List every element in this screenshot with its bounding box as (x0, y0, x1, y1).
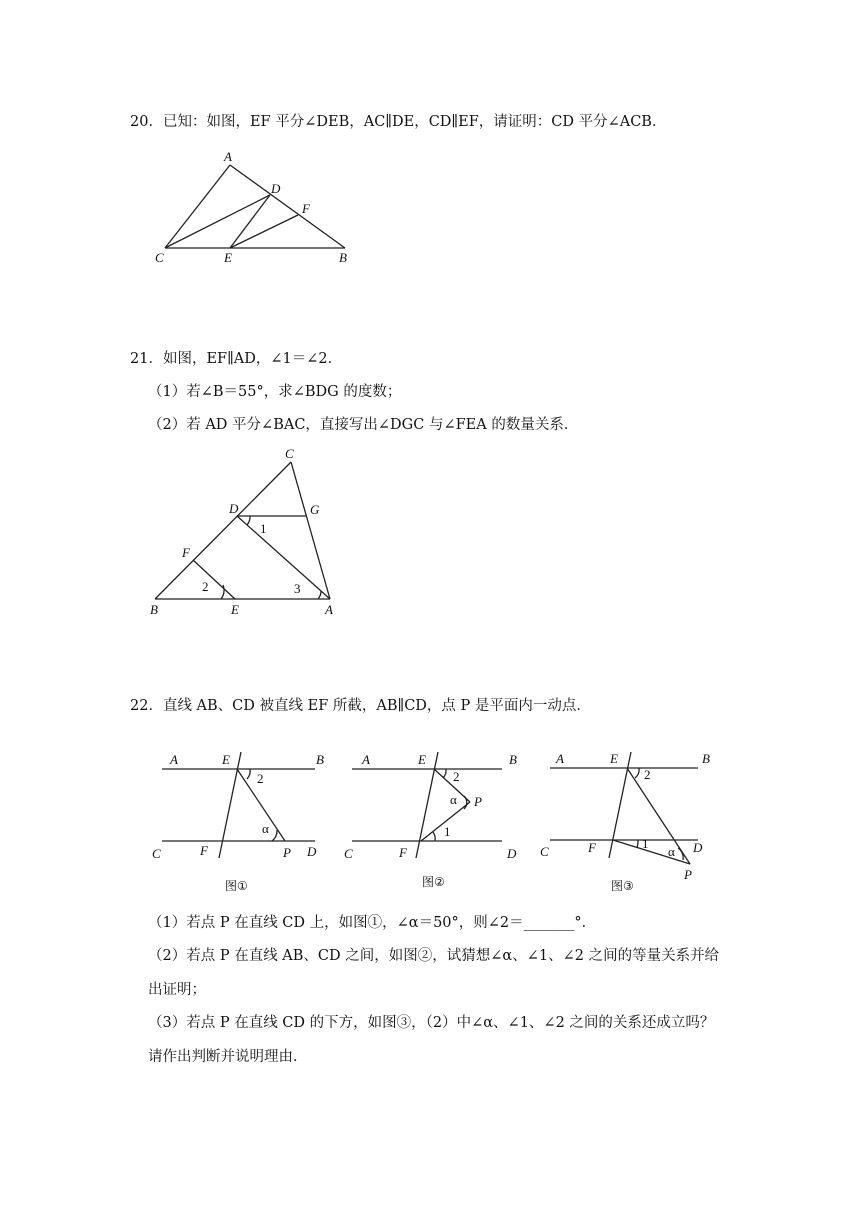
q22-f2-label-P: P (474, 794, 482, 809)
q21-label-G: G (310, 502, 320, 517)
q22-f2-label-D: D (507, 846, 517, 861)
q22-f1-label-A: A (170, 752, 178, 767)
q22-part3-line1: （3）若点 P 在直线 CD 的下方，如图③，（2）中∠α、∠1、∠2 之间的关系还成立吗？ (148, 1015, 715, 1031)
q22-figure-3 (538, 748, 728, 898)
q22-f2-angle-1: 1 (444, 824, 451, 839)
q20-label-A: A (224, 149, 232, 164)
q22-f3-angle-alpha: α (668, 844, 675, 859)
q22-f3-label-F: F (588, 840, 596, 855)
q22-f2-label-C: C (344, 846, 353, 861)
q22-f2-label-B: B (509, 752, 517, 767)
q22-f1-label-F: F (200, 843, 208, 858)
q21-angle-3: 3 (294, 581, 301, 596)
q20-statement: 20．已知：如图，EF 平分∠DEB，AC∥DE，CD∥EF，请证明：CD 平分∠ACB． (130, 114, 667, 130)
q22-f1-angle-alpha: α (262, 821, 269, 836)
q22-f2-angle-alpha: α (450, 792, 457, 807)
q22-f1-label-B: B (316, 752, 324, 767)
q22-figure-2 (342, 748, 527, 898)
q22-part3-line2: 请作出判断并说明理由． (148, 1049, 308, 1065)
q22-part2-line2: 出证明； (148, 982, 206, 998)
q21-statement: 21．如图，EF∥AD，∠1＝∠2． (130, 351, 343, 367)
q21-label-C: C (285, 446, 294, 461)
q21-label-A: A (325, 602, 333, 617)
q22-f3-label-D: D (693, 840, 703, 855)
q22-f3-angle-2: 2 (644, 767, 651, 782)
q22-part2-line1: （2）若点 P 在直线 AB、CD 之间，如图②，试猜想∠α、∠1、∠2 之间的等量关系并给 (148, 948, 720, 964)
q22-f2-label-E: E (418, 752, 426, 767)
q22-f2-angle-2: 2 (453, 769, 460, 784)
q20-label-C: C (155, 250, 164, 265)
q22-f1-label-E: E (222, 752, 230, 767)
q22-f1-label-P: P (283, 845, 291, 860)
q22-fig3-caption: 图③ (611, 879, 634, 893)
q20-figure (145, 148, 365, 268)
q22-f1-angle-2: 2 (257, 771, 264, 786)
q21-label-F: F (182, 545, 190, 560)
q21-label-D: D (229, 501, 239, 516)
q20-label-E: E (224, 250, 232, 265)
q22-statement: 22．直线 AB、CD 被直线 EF 所截，AB∥CD，点 P 是平面内一动点． (130, 698, 591, 714)
q22-f3-label-P: P (684, 867, 692, 882)
q20-label-D: D (271, 181, 281, 196)
q22-f3-label-B: B (702, 751, 710, 766)
q22-f1-label-D: D (307, 844, 317, 859)
q20-label-F: F (302, 201, 310, 216)
q22-fig2-caption: 图② (422, 875, 445, 889)
q21-figure (140, 442, 360, 617)
q21-part1: （1）若∠B＝55°，求∠BDG 的度数； (148, 384, 402, 400)
q22-part1: （1）若点 P 在直线 CD 上，如图①，∠α＝50°，则∠2＝_______°． (148, 915, 597, 931)
q22-f3-label-A: A (556, 751, 564, 766)
q21-angle-1: 1 (260, 521, 267, 536)
q22-f3-angle-1: 1 (642, 836, 649, 851)
q21-label-E: E (231, 602, 239, 617)
q22-f2-label-A: A (362, 752, 370, 767)
q22-f2-label-F: F (399, 845, 407, 860)
q22-figure-1 (150, 748, 330, 898)
q20-label-B: B (339, 250, 347, 265)
q22-f3-label-E: E (610, 751, 618, 766)
q22-fig1-caption: 图① (225, 879, 248, 893)
q22-f1-label-C: C (152, 846, 161, 861)
q22-f3-label-C: C (540, 844, 549, 859)
q21-part2: （2）若 AD 平分∠BAC，直接写出∠DGC 与∠FEA 的数量关系． (148, 417, 579, 433)
q21-label-B: B (150, 602, 158, 617)
q21-angle-2: 2 (202, 579, 209, 594)
